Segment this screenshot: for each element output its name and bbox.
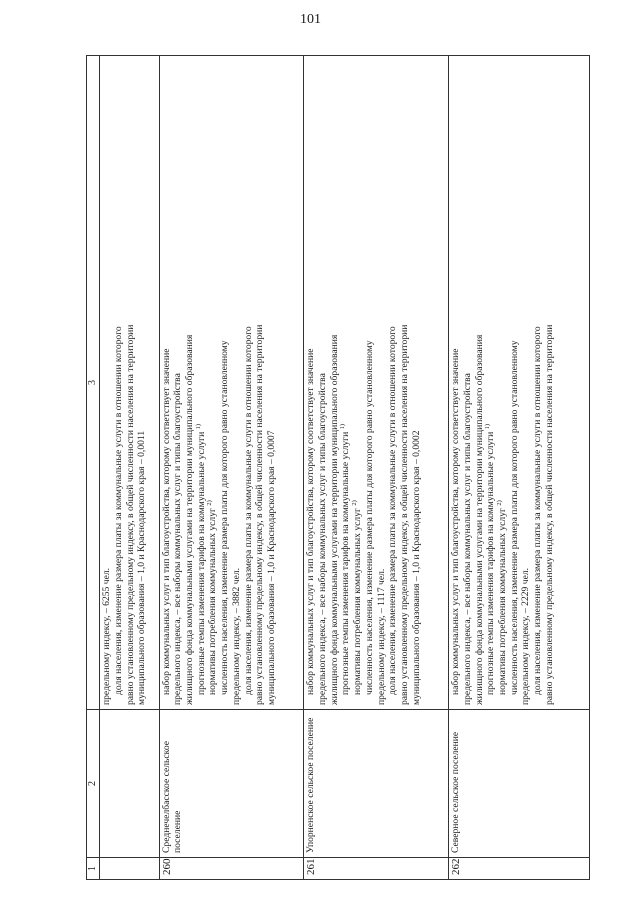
text-line: предельному индексу, – 1117 чел.	[375, 568, 387, 705]
text-line: предельного индекса, – все наборы коммунальных услуг и типы благоустройства	[461, 373, 473, 705]
text-line: численность населения, изменение размера платы для которого равно установленному	[363, 340, 375, 695]
text-line: жилищного фонда коммунальными услугами на территории муниципального образования	[328, 334, 340, 705]
text-line: доля населения, изменение размера платы за коммунальные услуги в отношении которого	[387, 326, 399, 695]
text-line: нормативы потребления коммунальных услуг $^{2)}$	[351, 500, 364, 695]
text-line: предельному индексу, – 6255 чел.	[101, 567, 113, 705]
text-line: предельного индекса, – все наборы коммунальных услуг и типы благоустройства	[172, 373, 184, 705]
text-line: набор коммунальных услуг и тип благоустройства, которому соответствует значение	[160, 348, 172, 695]
text-line: численность населения, изменение размера платы для которого равно установленному	[219, 340, 231, 695]
text-line: прогнозные темпы изменения тарифов на коммунальные услуги $^{1)}$	[339, 423, 352, 695]
text-line: равно установленному предельному индексу, в общей численности населения на территории	[124, 324, 136, 705]
row-description	[159, 56, 304, 710]
text-line: равно установленному предельному индексу, в общей численности населения на территории	[543, 324, 555, 705]
row-number: 262	[449, 858, 590, 880]
text-line: муниципального образования – 1,0 и Краснодарского края – 0,0007	[265, 430, 277, 705]
table-row	[304, 56, 449, 880]
settlement-name: Северное сельское поселение	[449, 710, 590, 858]
text-line: доля населения, изменение размера платы за коммунальные услуги в отношении которого	[112, 326, 124, 695]
continuation-row	[100, 56, 159, 880]
header-col-3: 3	[87, 56, 100, 710]
text-line: муниципального образования – 1,0 и Краснодарского края – 0,0011	[136, 430, 148, 705]
text-line: численность населения, изменение размера платы для которого равно установленному	[508, 340, 520, 695]
text-line: муниципального образования – 1,0 и Краснодарского края – 0,0002	[410, 430, 422, 705]
continuation-cell	[100, 56, 159, 710]
header-row	[87, 56, 100, 880]
row-description	[449, 56, 590, 710]
text-line: нормативы потребления коммунальных услуг $^{2)}$	[495, 500, 508, 695]
table-row	[159, 56, 304, 880]
row-description	[304, 56, 449, 710]
text-line: равно установленному предельному индексу, в общей численности населения на территории	[254, 324, 266, 705]
text-line: набор коммунальных услуг и тип благоустройства, которому соответствует значение	[305, 348, 317, 695]
page-number: 101	[300, 12, 321, 27]
text-line: равно установленному предельному индексу, в общей численности населения на территории	[399, 324, 410, 705]
municipal-table	[86, 55, 590, 880]
text-line: доля населения, изменение размера платы за коммунальные услуги в отношении которого	[532, 326, 544, 695]
settlement-name: Среднечелбасское сельское поселение	[159, 710, 304, 858]
text-line: прогнозные темпы изменения тарифов на коммунальные услуги $^{1)}$	[484, 423, 497, 695]
text-line: предельному индексу, – 3882 чел.	[230, 567, 242, 705]
settlement-name: Упорненское сельское поселение	[304, 710, 449, 858]
header-col-2: 2	[87, 710, 100, 858]
row-number: 260	[159, 858, 304, 880]
text-line: жилищного фонда коммунальными услугами на территории муниципального образования	[473, 334, 485, 705]
row-number: 261	[304, 858, 449, 880]
text-line: предельного индекса, – все наборы коммунальных услуг и типы благоустройства	[317, 373, 329, 705]
text-line: набор коммунальных услуг и тип благоустройства, которому соответствует значение	[450, 348, 462, 695]
text-line: доля населения, изменение размера платы за коммунальные услуги в отношении которого	[242, 326, 254, 695]
table-row	[449, 56, 590, 880]
text-line: нормативы потребления коммунальных услуг $^{2)}$	[206, 500, 219, 695]
header-col-1: 1	[87, 858, 100, 880]
rotated-table-container	[86, 56, 590, 880]
text-line: прогнозные темпы изменения тарифов на коммунальные услуги $^{1)}$	[194, 423, 207, 695]
text-line: предельному индексу, – 2229 чел.	[520, 567, 532, 705]
text-line: жилищного фонда коммунальными услугами на территории муниципального образования	[183, 334, 195, 705]
